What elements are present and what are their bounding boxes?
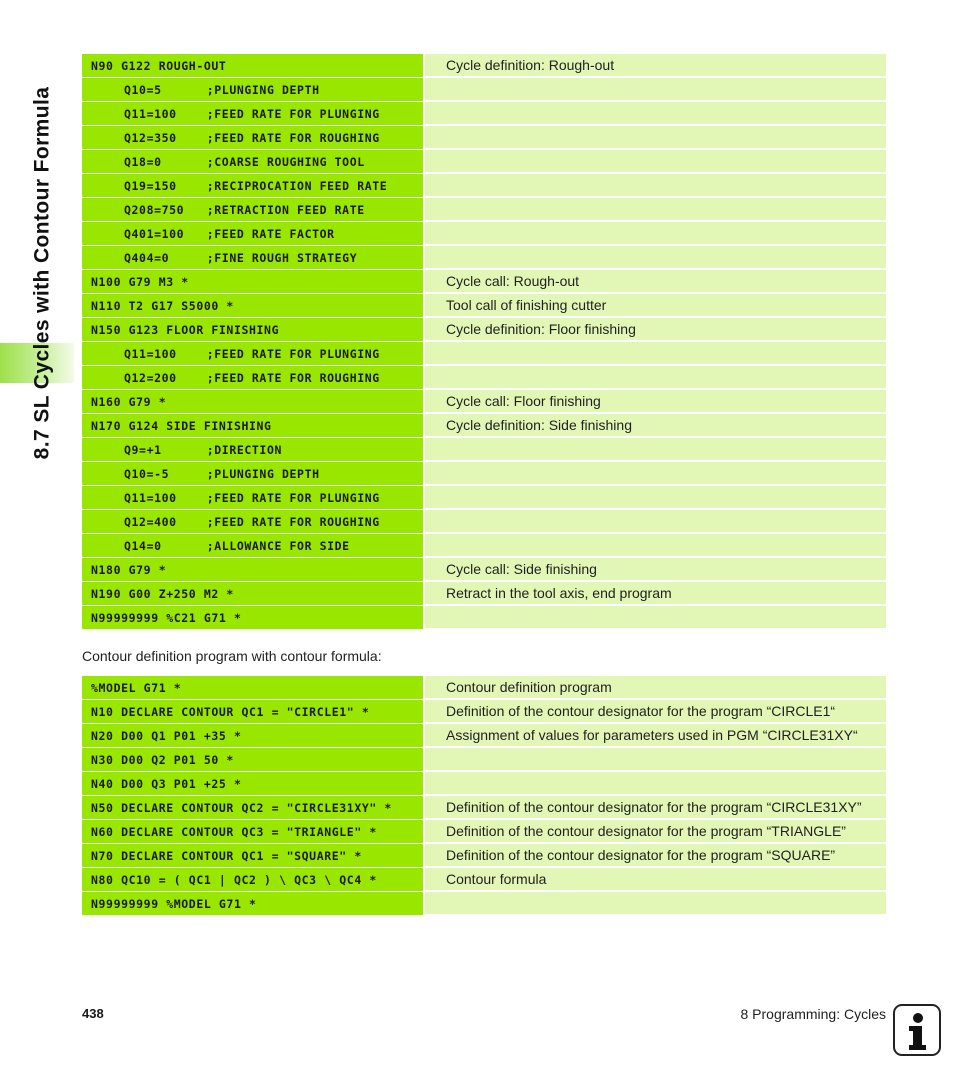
nc-code-line: Q208=750 ;RETRACTION FEED RATE: [82, 198, 423, 222]
program-table-contour: [82, 676, 886, 916]
table-row: [82, 700, 886, 724]
line-description: [425, 534, 886, 558]
line-description: Assignment of values for parameters used in PGM “CIRCLE31XY“: [425, 724, 886, 748]
table-row: [82, 748, 886, 772]
line-description: Cycle call: Rough-out: [425, 270, 886, 294]
nc-code-line: N99999999 %C21 G71 *: [82, 606, 423, 630]
line-description: [425, 748, 886, 772]
line-description: Cycle call: Side finishing: [425, 558, 886, 582]
table-row: [82, 606, 886, 630]
nc-code-line: N60 DECLARE CONTOUR QC3 = "TRIANGLE" *: [82, 820, 423, 844]
table-row: [82, 582, 886, 606]
nc-code-line: Q10=-5 ;PLUNGING DEPTH: [82, 462, 423, 486]
table-row: [82, 150, 886, 174]
table-row: [82, 414, 886, 438]
nc-code-line: N90 G122 ROUGH-OUT: [82, 54, 423, 78]
line-description: Cycle definition: Rough-out: [425, 54, 886, 78]
table-row: [82, 486, 886, 510]
nc-code-line: Q401=100 ;FEED RATE FACTOR: [82, 222, 423, 246]
line-description: [425, 246, 886, 270]
line-description: [425, 150, 886, 174]
table-row: [82, 318, 886, 342]
nc-code-line: N20 D00 Q1 P01 +35 *: [82, 724, 423, 748]
table-row: [82, 844, 886, 868]
line-description: [425, 438, 886, 462]
nc-code-line: Q18=0 ;COARSE ROUGHING TOOL: [82, 150, 423, 174]
nc-code-line: Q11=100 ;FEED RATE FOR PLUNGING: [82, 486, 423, 510]
nc-code-line: N190 G00 Z+250 M2 *: [82, 582, 423, 606]
nc-code-line: N50 DECLARE CONTOUR QC2 = "CIRCLE31XY" *: [82, 796, 423, 820]
sidebar-title-text: 8.7 SL Cycles with Contour Formula: [30, 86, 53, 460]
table-row: [82, 796, 886, 820]
table-row: [82, 342, 886, 366]
line-description: Definition of the contour designator for the program “CIRCLE1“: [425, 700, 886, 724]
line-description: Contour formula: [425, 868, 886, 892]
table-row: [82, 462, 886, 486]
program-table-main: [82, 54, 886, 630]
line-description: [425, 78, 886, 102]
nc-code-line: Q12=400 ;FEED RATE FOR ROUGHING: [82, 510, 423, 534]
nc-code-line: Q19=150 ;RECIPROCATION FEED RATE: [82, 174, 423, 198]
nc-code-line: Q12=350 ;FEED RATE FOR ROUGHING: [82, 126, 423, 150]
sidebar-chapter-title: [20, 48, 64, 498]
page-number: 438: [82, 1006, 104, 1021]
table-row: [82, 270, 886, 294]
table-row: [82, 892, 886, 916]
nc-code-line: N170 G124 SIDE FINISHING: [82, 414, 423, 438]
nc-code-line: N110 T2 G17 S5000 *: [82, 294, 423, 318]
nc-code-line: Q404=0 ;FINE ROUGH STRATEGY: [82, 246, 423, 270]
line-description: Cycle definition: Floor finishing: [425, 318, 886, 342]
nc-code-line: %MODEL G71 *: [82, 676, 423, 700]
line-description: [425, 510, 886, 534]
nc-code-line: N80 QC10 = ( QC1 | QC2 ) \ QC3 \ QC4 *: [82, 868, 423, 892]
nc-code-line: Q14=0 ;ALLOWANCE FOR SIDE: [82, 534, 423, 558]
table-row: [82, 78, 886, 102]
nc-code-line: N100 G79 M3 *: [82, 270, 423, 294]
nc-code-line: N10 DECLARE CONTOUR QC1 = "CIRCLE1" *: [82, 700, 423, 724]
nc-code-line: N180 G79 *: [82, 558, 423, 582]
nc-code-line: N99999999 %MODEL G71 *: [82, 892, 423, 916]
nc-code-line: N40 D00 Q3 P01 +25 *: [82, 772, 423, 796]
line-description: [425, 174, 886, 198]
table-row: [82, 772, 886, 796]
table-row: [82, 126, 886, 150]
line-description: Definition of the contour designator for the program “TRIANGLE”: [425, 820, 886, 844]
line-description: [425, 342, 886, 366]
line-description: Retract in the tool axis, end program: [425, 582, 886, 606]
line-description: [425, 486, 886, 510]
nc-code-line: N150 G123 FLOOR FINISHING: [82, 318, 423, 342]
table-row: [82, 510, 886, 534]
table-row: [82, 198, 886, 222]
line-description: [425, 102, 886, 126]
footer-chapter: 8 Programming: Cycles: [740, 1006, 886, 1022]
line-description: [425, 222, 886, 246]
table-row: [82, 438, 886, 462]
nc-code-line: Q10=5 ;PLUNGING DEPTH: [82, 78, 423, 102]
table-row: [82, 676, 886, 700]
line-description: Cycle definition: Side finishing: [425, 414, 886, 438]
nc-code-line: Q12=200 ;FEED RATE FOR ROUGHING: [82, 366, 423, 390]
line-description: [425, 606, 886, 630]
line-description: Cycle call: Floor finishing: [425, 390, 886, 414]
nc-code-line: N70 DECLARE CONTOUR QC1 = "SQUARE" *: [82, 844, 423, 868]
table-row: [82, 724, 886, 748]
line-description: [425, 366, 886, 390]
nc-code-line: Q11=100 ;FEED RATE FOR PLUNGING: [82, 102, 423, 126]
table-row: [82, 534, 886, 558]
table-row: [82, 868, 886, 892]
table-row: [82, 294, 886, 318]
line-description: Definition of the contour designator for the program “SQUARE”: [425, 844, 886, 868]
table-row: [82, 54, 886, 78]
line-description: [425, 126, 886, 150]
table-row: [82, 390, 886, 414]
nc-code-line: N160 G79 *: [82, 390, 423, 414]
nc-code-line: Q11=100 ;FEED RATE FOR PLUNGING: [82, 342, 423, 366]
line-description: Definition of the contour designator for the program “CIRCLE31XY”: [425, 796, 886, 820]
line-description: [425, 462, 886, 486]
line-description: [425, 772, 886, 796]
info-icon: [893, 1004, 941, 1056]
table-row: [82, 558, 886, 582]
section-caption: Contour definition program with contour formula:: [82, 648, 382, 664]
table-row: [82, 820, 886, 844]
nc-code-line: Q9=+1 ;DIRECTION: [82, 438, 423, 462]
line-description: Contour definition program: [425, 676, 886, 700]
line-description: Tool call of finishing cutter: [425, 294, 886, 318]
table-row: [82, 102, 886, 126]
table-row: [82, 246, 886, 270]
table-row: [82, 174, 886, 198]
line-description: [425, 892, 886, 916]
table-row: [82, 222, 886, 246]
table-row: [82, 366, 886, 390]
nc-code-line: N30 D00 Q2 P01 50 *: [82, 748, 423, 772]
line-description: [425, 198, 886, 222]
